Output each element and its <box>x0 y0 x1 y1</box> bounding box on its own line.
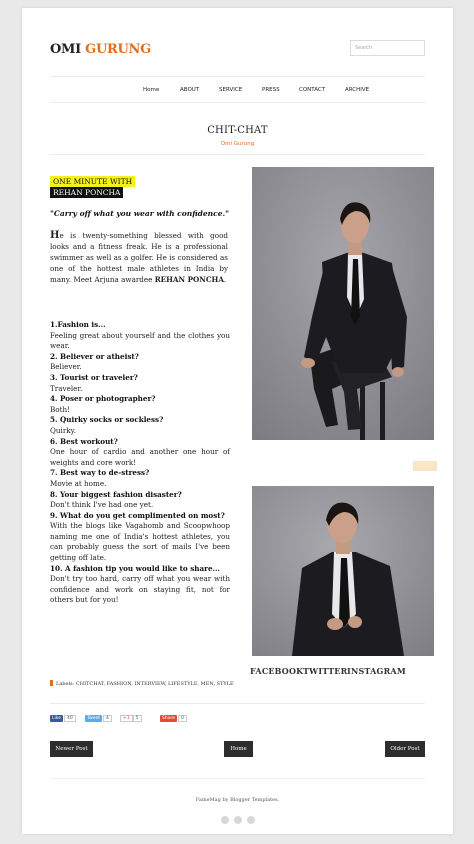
tweet-count: 4 <box>103 715 112 722</box>
question: 9. What do you get complimented on most? <box>50 510 225 520</box>
gplus-button[interactable]: +1 <box>120 715 133 722</box>
question: 1.Fashion is... <box>50 320 106 329</box>
answer: Quirky. <box>50 425 77 435</box>
gplus-widget[interactable] <box>120 714 142 722</box>
highlight-one-minute: ONE MINUTE WITH <box>50 176 135 187</box>
answer: Don't try too hard, carry off what you wear with confidence and work on staying fit, not for others but for you! <box>50 574 230 605</box>
nav-home[interactable]: Home <box>143 87 160 93</box>
search-input[interactable]: Search <box>350 40 425 56</box>
answer: Believer. <box>50 362 82 372</box>
title-divider <box>50 154 425 155</box>
photo-illustration <box>252 486 434 656</box>
main-nav <box>50 76 425 103</box>
footer-credit[interactable]: FameMag by Blogger Templates. <box>195 797 280 803</box>
tweet-widget[interactable] <box>85 714 112 722</box>
nav-archive[interactable]: ARCHIVE <box>345 87 370 93</box>
nav-about[interactable]: ABOUT <box>180 87 200 93</box>
gplus-count: 5 <box>133 715 142 722</box>
labels-text[interactable]: Labels: CHITCHAT, FASHION, INTERVIEW, LIFESTYLE, MEN, STYLE <box>56 681 234 687</box>
logo-part-2: GURUNG <box>85 42 151 57</box>
answer: One hour of cardio and another one hour of weights and core work! <box>50 447 230 467</box>
footer-social-icons <box>22 816 453 824</box>
qa-list <box>50 320 230 606</box>
site-logo[interactable] <box>50 42 151 57</box>
highlight-name: REHAN PONCHA <box>50 187 123 198</box>
share-widget[interactable] <box>160 714 187 722</box>
portrait-photo-seated[interactable] <box>252 167 434 440</box>
intro-bold-name: REHAN PONCHA <box>154 275 224 284</box>
question: 3. Tourist or traveler? <box>50 372 138 382</box>
question: 5. Quirky socks or sockless? <box>50 415 164 425</box>
answer: Feeling great about yourself and the clothes you wear. <box>50 330 230 351</box>
tweet-button[interactable]: Tweet <box>87 715 100 721</box>
pull-quote: "Carry off what you wear with confidence." <box>50 209 229 218</box>
nav-service[interactable]: SERVICE <box>219 87 243 93</box>
portrait-photo-standing[interactable] <box>252 486 434 656</box>
answer: With the blogs like Vagabomb and Scoopwhoop naming me one of India's hottest athletes, you can probably guess the sort of mails I've been getting off late. <box>50 521 230 563</box>
facebook-link[interactable]: FACEBOOK <box>250 666 304 676</box>
facebook-icon[interactable] <box>221 816 229 824</box>
answer: Traveler. <box>50 383 83 393</box>
instagram-link[interactable]: INSTAGRAM <box>347 666 406 676</box>
like-button[interactable]: Like <box>52 715 61 721</box>
answer: Movie at home. <box>50 478 107 488</box>
drop-cap: H <box>50 230 60 241</box>
nav-press[interactable]: PRESS <box>262 87 280 93</box>
post-author[interactable]: Omi Gurung <box>220 141 255 147</box>
image-caption-tag <box>413 461 437 471</box>
photo-illustration <box>252 167 434 440</box>
question: 4. Poser or photographer? <box>50 394 156 404</box>
answer: Both! <box>50 404 71 414</box>
label-icon <box>50 680 53 686</box>
question: 8. Your biggest fashion disaster? <box>50 489 182 499</box>
page <box>22 8 453 834</box>
question: 10. A fashion tip you would like to share... <box>50 563 221 573</box>
question: 7. Best way to de-stress? <box>50 468 150 478</box>
home-button[interactable]: Home <box>224 741 253 757</box>
intro-end: . <box>223 275 227 284</box>
share-divider <box>50 703 425 704</box>
answer: Don't think I've had one yet. <box>50 500 154 510</box>
nav-contact[interactable]: CONTACT <box>299 87 326 93</box>
older-post-button[interactable]: Older Post <box>385 741 425 757</box>
question: 2. Believer or atheist? <box>50 351 139 361</box>
newer-post-button[interactable]: Newer Post <box>50 741 93 757</box>
like-count: 40 <box>64 715 76 722</box>
post-labels <box>50 680 234 687</box>
share-count: 0 <box>178 715 187 722</box>
footer-divider <box>50 778 425 779</box>
intro-text: e is twenty-something blessed with good looks and a fitness freak. He is a professional swimmer as well as a golfer. He is considered as one of the hottest male athletes in India by many. Meet Arjuna awardee <box>50 231 228 284</box>
post-title[interactable]: CHIT-CHAT <box>207 125 268 136</box>
twitter-icon[interactable] <box>234 816 242 824</box>
gplus-icon[interactable] <box>247 816 255 824</box>
question: 6. Best workout? <box>50 436 118 446</box>
facebook-like-widget[interactable] <box>50 714 76 722</box>
logo-part-1: OMI <box>50 42 81 57</box>
share-button[interactable]: Share <box>162 715 175 721</box>
intro-paragraph <box>50 230 228 285</box>
twitter-link[interactable]: TWITTER <box>303 666 348 676</box>
